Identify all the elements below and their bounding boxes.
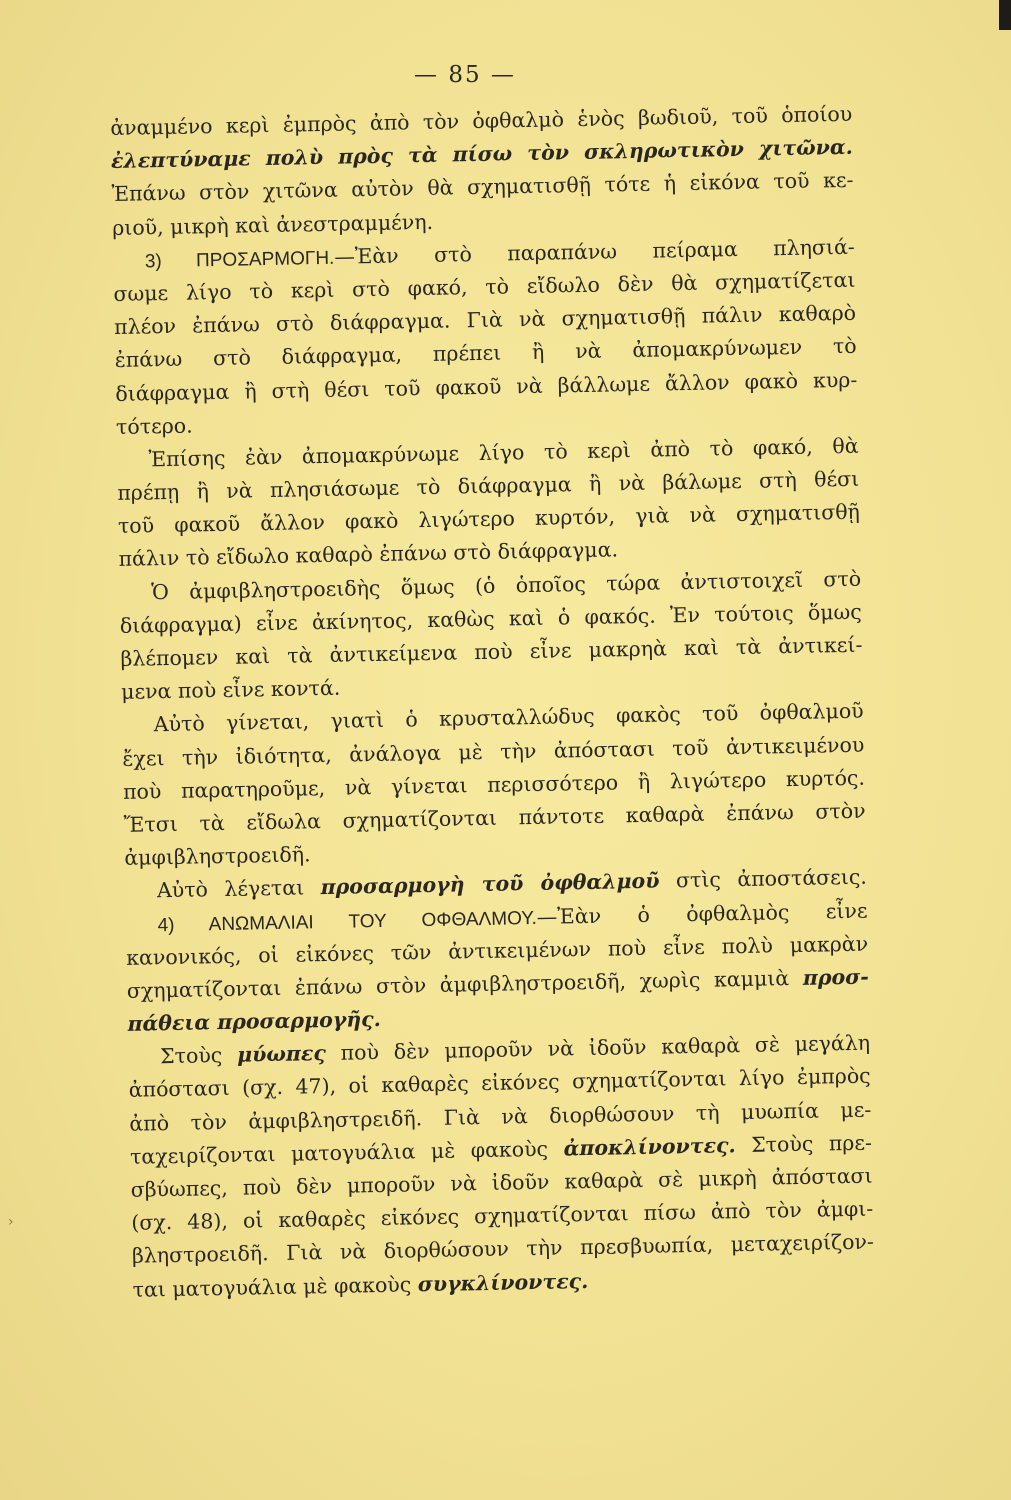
emphasis-term: προσ- [802, 964, 869, 990]
emphasis-term: ἀποκλίνοντες. [563, 1132, 736, 1161]
section-heading-line: 4) ΑΝΩΜΑΛΙΑΙ ΤΟΥ ΟΦΘΑΛΜΟΥ.—Ἐὰν ὁ ὀφθαλμὸς εἶνε [157, 898, 868, 936]
emphasis-term: προσαρμογὴ τοῦ ὀφθαλμοῦ [320, 868, 660, 900]
text-line: πάλιν τὸ εἴδωλο καθαρὸ ἐπάνω στὸ διάφραγμα. [118, 537, 619, 572]
text-line: ταχειρίζονται ματογυάλια μὲ φακοὺς ἀποκλίνοντες. Στοὺς πρε- [129, 1130, 873, 1169]
text-line: ἀπὸ τὸν ἀμφιβληστρειδῆ. Γιὰ νὰ διορθώσουν τὴ μυωπία με- [129, 1097, 872, 1136]
text-line: ἐπάνω στὸ διάφραγμα, πρέπει ἢ νὰ ἀπομακρύνωμεν τὸ [114, 334, 857, 373]
text-line: σχηματίζονται ἐπάνω στὸν ἀμφιβληστροειδῆ, χωρὶς καμμιὰ προσ- [126, 964, 869, 1003]
text-line: διάφραγμα ἢ στὴ θέσι τοῦ φακοῦ νὰ βάλλωμε ἄλλον φακὸ κυρ- [115, 367, 858, 406]
section-heading-line: 3) ΠΡΟΣΑΡΜΟΓΗ.—Ἐὰν στὸ παραπάνω πείραμα πλησιά- [144, 234, 855, 273]
text-line: ριοῦ, μικρὴ καὶ ἀνεστραμμένη. [111, 209, 434, 240]
text-line: ἔχει τὴν ἰδιότητα, ἀνάλογα μὲ τὴν ἀπόστασι τοῦ ἀντικειμένου [122, 732, 865, 771]
text-line: σβύωπες, ποὺ δὲν μποροῦν νὰ ἰδοῦν καθαρὰ σὲ μικρὴ ἀπόστασι [130, 1163, 873, 1202]
text-line: Ἔτσι τὰ εἴδωλα σχηματίζονται πάντοτε καθαρὰ ἐπάνω στὸν [123, 798, 866, 837]
emphasis-term: μύωπες [236, 1041, 327, 1067]
section-heading: 4) ΑΝΩΜΑΛΙΑΙ ΤΟΥ ΟΦΘΑΛΜΟΥ. [157, 907, 537, 936]
text-line: ἀπόστασι (σχ. 47), οἱ καθαρὲς εἰκόνες σχηματίζονται λίγο ἐμπρὸς [128, 1064, 871, 1103]
text-line: πλέον ἐπάνω στὸ διάφραγμα. Γιὰ νὰ σχηματισθῇ πάλιν καθαρὸ [113, 300, 857, 340]
margin-mark-icon: › [8, 1214, 14, 1230]
text-line: σωμε λίγο τὸ κερὶ στὸ φακό, τὸ εἴδωλο δὲν θὰ σχηματίζεται [113, 267, 856, 306]
text-line: πρέπῃ ἢ νὰ πλησιάσωμε τὸ διάφραγμα ἢ νὰ βάλωμε στὴ θέσι [117, 466, 860, 505]
text-line: ται ματογυάλια μὲ φακοὺς συγκλίνοντες. [132, 1268, 589, 1302]
body-text [110, 98, 875, 1307]
text-line: βληστροειδῆ. Γιὰ νὰ διορθώσουν τὴν πρεσβυωπία, μεταχειρίζον- [131, 1229, 875, 1269]
text-line: Ἐπίσης ἐὰν ἀπομακρύνωμε λίγο τὸ κερὶ ἀπὸ τὸ φακό, θὰ [148, 433, 859, 472]
text-line: Στοὺς μύωπες ποὺ δὲν μποροῦν νὰ ἰδοῦν καθαρὰ σὲ μεγάλη [159, 1030, 871, 1069]
emphasis-term: συγκλίνοντες. [417, 1268, 589, 1296]
text-line: κανονικός, οἱ εἰκόνες τῶν ἀντικειμένων ποὺ εἶνε πολὺ μακρὰν [126, 931, 869, 970]
text-line: διάφραγμα) εἶνε ἀκίνητος, καθὼς καὶ ὁ φακός. Ἐν τούτοις ὅμως [119, 599, 862, 638]
text-line: πάθεια προσαρμογῆς. [127, 1007, 382, 1036]
text-line: (σχ. 48), οἱ καθαρὲς εἰκόνες σχηματίζονται πίσω ἀπὸ τὸν ἀμφι- [131, 1196, 874, 1235]
text-line: Ἐπάνω στὸν χιτῶνα αὐτὸν θὰ σχηματισθῇ τότε ἡ εἰκόνα τοῦ κε- [111, 168, 854, 207]
text-line: τότερο. [115, 413, 193, 439]
page-corner-mark [999, 0, 1011, 30]
text-line: Αὐτὸ γίνεται, γιατὶ ὁ κρυσταλλώδυς φακὸς τοῦ ὀφθαλμοῦ [153, 699, 864, 737]
text-line: βλέπομεν καὶ τὰ ἀντικείμενα ποὺ εἶνε μακρηὰ καὶ τὰ ἀντικεί- [120, 632, 863, 671]
text-line: μενα ποὺ εἶνε κοντά. [120, 675, 341, 705]
text-line: ἀναμμένο κερὶ ἐμπρὸς ἀπὸ τὸν ὀφθαλμὸ ἑνὸς βωδιοῦ, τοῦ ὁποίου [110, 101, 853, 140]
text-line: ἀμφιβληστροειδῆ. [124, 842, 311, 870]
page-number: — 85 — [414, 62, 516, 88]
section-heading: 3) ΠΡΟΣΑΡΜΟΓΗ. [144, 247, 335, 273]
text-line: Ὁ ἀμφιβληστροειδὴς ὅμως (ὁ ὁποῖος τώρα ἀντιστοιχεῖ στὸ [150, 566, 862, 604]
text-line: ποὺ παρατηροῦμε, νὰ γίνεται περισσότερο ἢ λιγώτερο κυρτός. [122, 765, 866, 804]
text-line: ἐλεπτύναμε πολὺ πρὸς τὰ πίσω τὸν σκληρωτικὸν χιτῶνα. [110, 134, 854, 174]
text-line: τοῦ φακοῦ ἄλλον φακὸ λιγώτερο κυρτόν, γιὰ νὰ σχηματισθῇ [117, 499, 861, 539]
text-line: Αὐτὸ λέγεται προσαρμογὴ τοῦ ὀφθαλμοῦ στὶς ἀποστάσεις. [156, 864, 868, 903]
